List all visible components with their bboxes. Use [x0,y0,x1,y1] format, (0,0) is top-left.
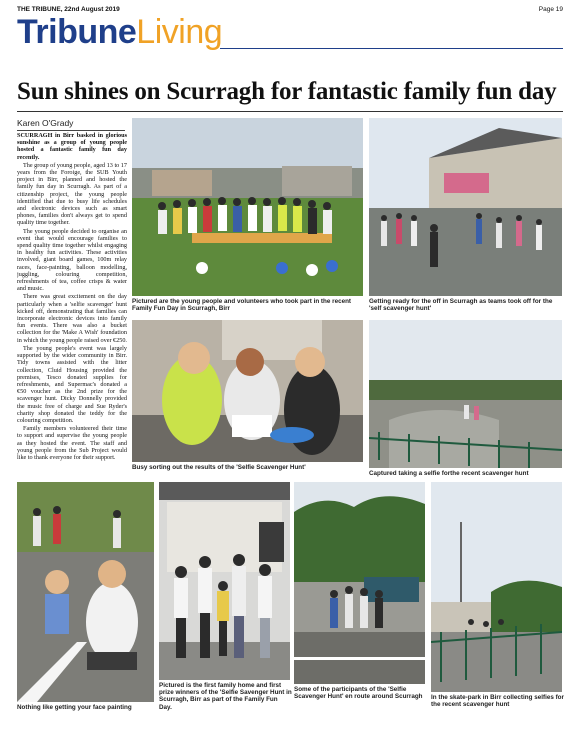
caption-selfie-capture: Captured taking a selfie forthe recent scavenger hunt [369,470,529,477]
caption-winners: Pictured is the first family home and first prize winners of the 'Selfie Savenger Hunt in Scurragh, Birr as part of the Family Fun Day. [159,682,292,711]
caption-scavenger-start: Getting ready for the off in Scurragh as teams took off for the 'self scavenger hunt' [369,298,553,313]
article-body [17,132,127,480]
article-paragraph: SCURRAGH in Birr basked in glorious sunshine as a group of young people hosted a fantastic family fun day recently. [17,132,127,161]
masthead-living: Living [136,13,223,51]
masthead-rule [220,48,563,49]
article-paragraph: There was great excitement on the day particularly when a 'selfie scavenger' hunt kicked off, demonstrating that families can incorporate electronic devices into family fun events. There was also a bucket collection for the 'Make A Wish' foundation in which the young people raised over €250. [17,293,127,344]
article-paragraph: The young people decided to organise an event that would encourage families to spend quality time together whilst engaging in healthy fun activities. These activities involved, giant board games, 100m relay races, face-painting, balloon modelling, juggling, colouring competition, refreshments of tea, coffee crisps & water and music. [17,227,127,293]
group-photo [132,118,363,296]
headline-rule [17,111,563,112]
article-paragraph: Family members volunteered their time to support and supervise the young people as they hosted the event. The staff and young people from the Sub Project would like to thank everyone for their support. [17,425,127,461]
caption-face-painting: Nothing like getting your face painting [17,704,132,711]
caption-skate-park: In the skate-park in Birr collecting selfies for the recent scavenger hunt [431,694,564,709]
winners-photo [159,482,290,680]
en-route-photo [294,482,425,684]
paper-date: THE TRIBUNE, 22nd August 2019 [17,6,120,13]
page-number: Page 19 [538,6,563,13]
article-paragraph: The group of young people, aged 13 to 17 years from the Foroige, the SUB Youth project in Birr, planned and hosted the family fun day in Scurragh. As part of a citizenship project, the young people identified that due to busy life schedules and electronic devices such as smart phones, families don't always get to spend quality time together. [17,161,127,227]
masthead-tribune: Tribune [17,13,137,51]
scavenger-start-photo [369,118,562,296]
page-headline: Sun shines on Scurragh for fantastic family fun day [17,78,557,105]
caption-sorting-results: Busy sorting out the results of the 'Selfie Scavenger Hunt' [132,464,306,471]
caption-en-route: Some of the participants of the 'Selfie Scavenger Hunt' en route around Scurragh [294,686,423,701]
sorting-results-photo [132,320,363,462]
selfie-capture-photo [369,320,562,468]
caption-group-photo: Pictured are the young people and volunteers who took part in the recent Family Fun Day in Scurragh, Birr [132,298,352,313]
face-painting-photo [17,482,154,702]
skate-park-photo [431,482,562,692]
article-paragraph: The young people's event was largely supported by the wider community in Birr. Tidy towns assisted with the litter collection, Cluid Housing provided the premises, Tesco donated supplies for refreshments, and Supermac's donated a €50 voucher as the 2nd prize for the scavenger hunt. Dicky Donnelly provided the music free of charge and Sue Ryder's charity shop donated the teddy for the colouring competition. [17,344,127,424]
section-masthead [17,14,222,50]
byline: Karen O'Grady [17,118,125,131]
